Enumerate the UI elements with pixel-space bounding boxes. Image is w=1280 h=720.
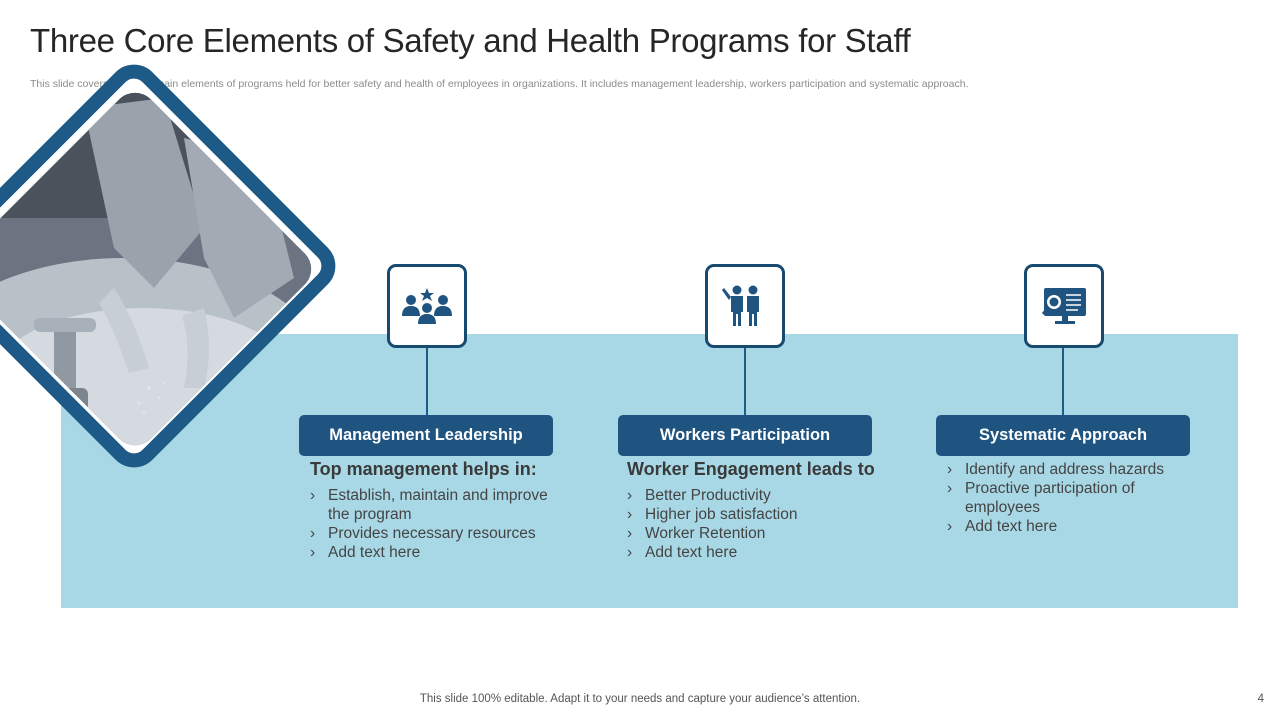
list-item: › Provides necessary resources [310, 524, 550, 543]
workers-icon [720, 284, 770, 328]
management-leadership-label: Management Leadership [299, 415, 553, 456]
monitor-analysis-icon-box [1024, 264, 1104, 348]
list-item: › Add text here [947, 517, 1187, 536]
list-item: › Establish, maintain and improve the program [310, 486, 550, 524]
workers-heading: Worker Engagement leads to [627, 459, 875, 479]
list-item: › Higher job satisfaction [627, 505, 867, 524]
list-item: › Add text here [627, 543, 867, 562]
team-star-icon-box [387, 264, 467, 348]
workers-participation-label: Workers Participation [618, 415, 872, 456]
team-star-icon [397, 286, 457, 326]
systematic-approach-label: Systematic Approach [936, 415, 1190, 456]
management-list [310, 486, 550, 562]
list-item: › Proactive participation of employees [947, 479, 1187, 517]
workers-icon-box [705, 264, 785, 348]
connector-line [426, 348, 428, 416]
list-item: › Add text here [310, 543, 550, 562]
connector-line [1062, 348, 1064, 416]
workers-list [627, 486, 867, 562]
slide-footer: This slide 100% editable. Adapt it to your needs and capture your audience’s attention. [419, 693, 861, 705]
list-item: › Identify and address hazards [947, 460, 1187, 479]
monitor-analysis-icon [1040, 286, 1088, 326]
list-item: › Worker Retention [627, 524, 867, 543]
connector-line [744, 348, 746, 416]
management-heading: Top management helps in: [310, 459, 537, 479]
page-number: 4 [1257, 693, 1264, 705]
slide-subtitle: This slide covers the three main elements of programs held for better safety and health of employees in organizations. It includes management leadership, workers participation and systematic approach. [30, 78, 969, 90]
slide-title: Three Core Elements of Safety and Health Programs for Staff [30, 22, 911, 59]
systematic-list [947, 460, 1187, 536]
list-item: › Better Productivity [627, 486, 867, 505]
